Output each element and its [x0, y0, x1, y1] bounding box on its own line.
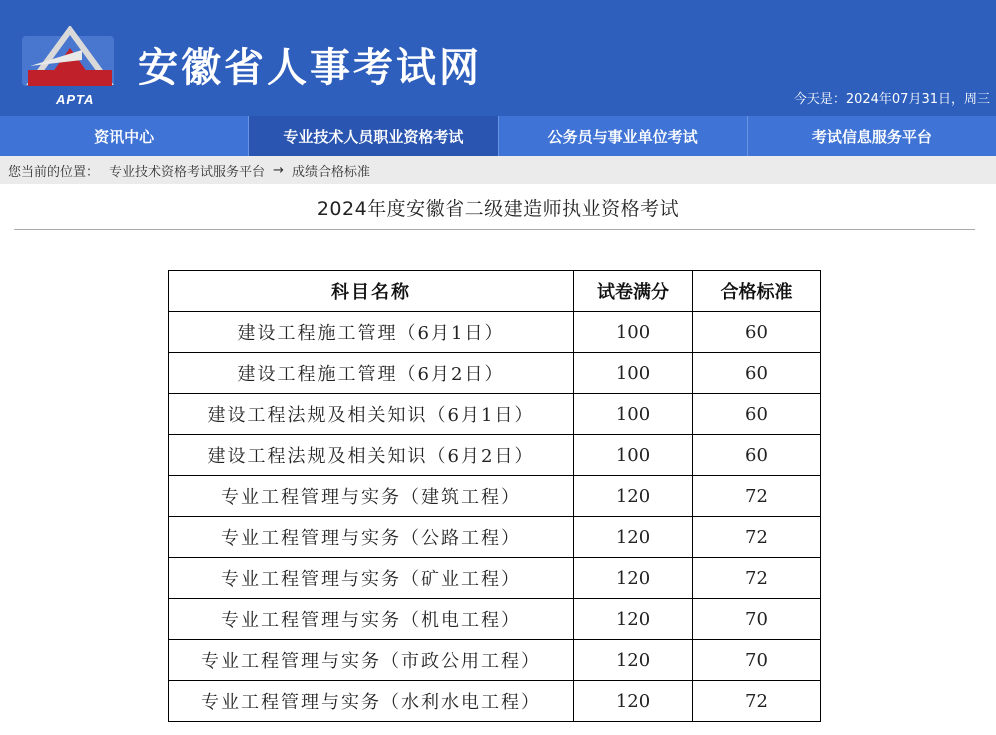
- cell-full-score: 100: [574, 435, 693, 476]
- cell-pass-mark: 72: [693, 681, 821, 722]
- site-header: [0, 0, 996, 116]
- cell-pass-mark: 70: [693, 599, 821, 640]
- nav-item-exam-services[interactable]: 考试信息服务平台: [811, 127, 932, 146]
- cell-full-score: 120: [574, 599, 693, 640]
- cell-full-score: 120: [574, 558, 693, 599]
- breadcrumb-prefix: 您当前的位置：: [8, 164, 100, 180]
- header-pass-mark: 合格标准: [693, 271, 821, 312]
- table-row: [169, 394, 821, 435]
- cell-full-score: 120: [574, 640, 693, 681]
- current-date: 今天是：2024年07月31日，周三: [793, 92, 990, 107]
- cell-full-score: 120: [574, 517, 693, 558]
- table-row: [169, 435, 821, 476]
- logo-text: APTA: [56, 92, 95, 107]
- table-row: [169, 476, 821, 517]
- breadcrumb: [0, 156, 996, 184]
- cell-subject: 建设工程施工管理（6月1日）: [169, 312, 574, 353]
- page-title: 2024年度安徽省二级建造师执业资格考试: [316, 198, 680, 220]
- nav-item-civil-service-exams[interactable]: 公务员与事业单位考试: [499, 116, 748, 156]
- table-row: [169, 353, 821, 394]
- cell-subject: 建设工程法规及相关知识（6月2日）: [169, 435, 574, 476]
- breadcrumb-arrow-icon: →: [273, 162, 284, 178]
- cell-subject: 专业工程管理与实务（市政公用工程）: [169, 640, 574, 681]
- table-row: [169, 640, 821, 681]
- cell-pass-mark: 72: [693, 476, 821, 517]
- cell-full-score: 120: [574, 476, 693, 517]
- cell-pass-mark: 72: [693, 558, 821, 599]
- main-nav: [0, 116, 996, 156]
- passing-standard-table: [168, 270, 821, 722]
- table-header-row: [169, 271, 821, 312]
- apta-logo[interactable]: [22, 26, 127, 107]
- cell-subject: 专业工程管理与实务（机电工程）: [169, 599, 574, 640]
- table-row: [169, 312, 821, 353]
- cell-pass-mark: 60: [693, 394, 821, 435]
- logo-emblem-icon: [22, 26, 127, 92]
- cell-pass-mark: 60: [693, 353, 821, 394]
- cell-pass-mark: 70: [693, 640, 821, 681]
- table-row: [169, 681, 821, 722]
- cell-full-score: 100: [574, 312, 693, 353]
- cell-subject: 专业工程管理与实务（公路工程）: [169, 517, 574, 558]
- nav-item-professional-exams[interactable]: 专业技术人员职业资格考试: [249, 116, 498, 156]
- header-subject: 科目名称: [169, 271, 574, 312]
- table-row: [169, 599, 821, 640]
- cell-subject: 专业工程管理与实务（水利水电工程）: [169, 681, 574, 722]
- cell-pass-mark: 60: [693, 435, 821, 476]
- cell-subject: 专业工程管理与实务（矿业工程）: [169, 558, 574, 599]
- breadcrumb-link-platform[interactable]: 专业技术资格考试服务平台: [109, 164, 266, 180]
- title-divider: [14, 229, 975, 230]
- cell-full-score: 100: [574, 394, 693, 435]
- nav-item-news[interactable]: 资讯中心: [0, 116, 249, 156]
- table-row: [169, 558, 821, 599]
- header-full-score: 试卷满分: [574, 271, 693, 312]
- cell-pass-mark: 60: [693, 312, 821, 353]
- cell-subject: 建设工程施工管理（6月2日）: [169, 353, 574, 394]
- breadcrumb-current[interactable]: 成绩合格标准: [291, 164, 370, 180]
- table-row: [169, 517, 821, 558]
- table-body: [169, 312, 821, 722]
- cell-pass-mark: 72: [693, 517, 821, 558]
- cell-subject: 建设工程法规及相关知识（6月1日）: [169, 394, 574, 435]
- cell-full-score: 100: [574, 353, 693, 394]
- site-title: 安徽省人事考试网: [138, 45, 482, 91]
- cell-subject: 专业工程管理与实务（建筑工程）: [169, 476, 574, 517]
- cell-full-score: 120: [574, 681, 693, 722]
